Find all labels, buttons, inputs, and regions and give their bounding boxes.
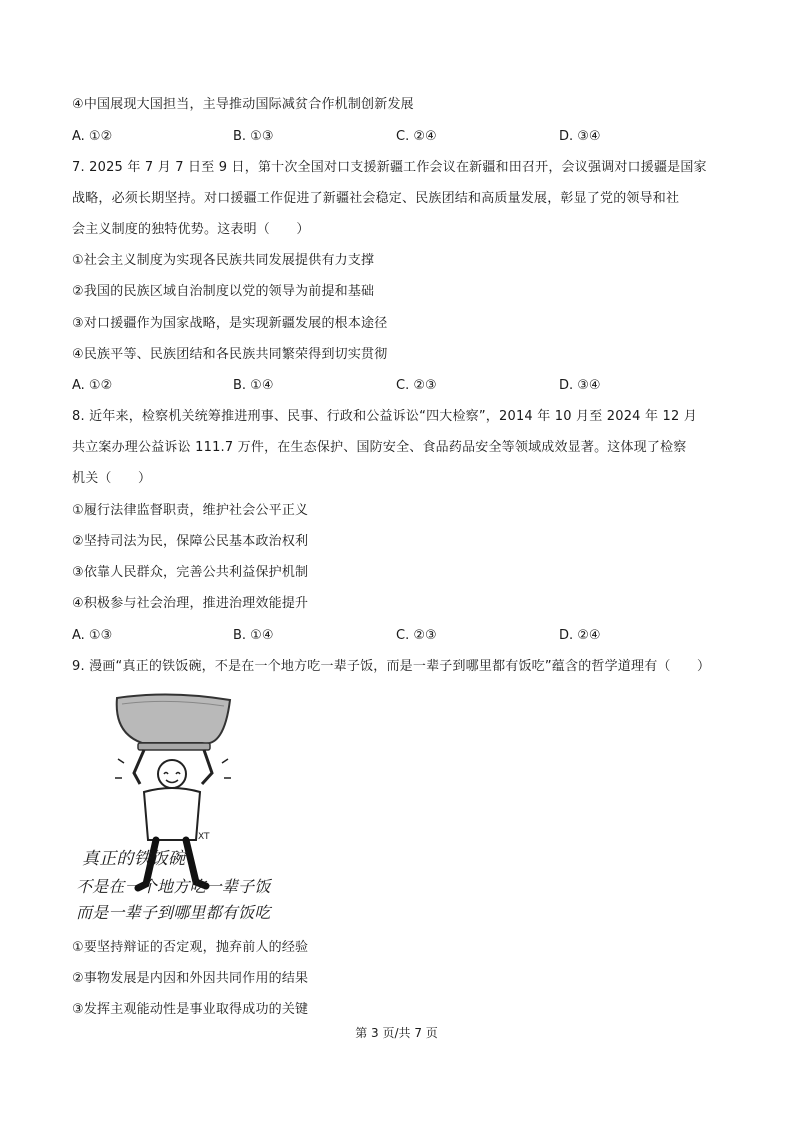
q6-choices [72, 128, 732, 146]
q8-option-1: ①履行法律监督职责，维护社会公平正义 [72, 503, 309, 518]
q7-option-4: ④民族平等、民族团结和各民族共同繁荣得到切实贯彻 [72, 347, 388, 362]
q7-stem-line: 7. 2025 年 7 月 7 日至 9 日，第十次全国对口支援新疆工作会议在新疆和田召开，会议强调对口援疆是国家 [72, 160, 707, 175]
q7-option-2: ②我国的民族区域自治制度以党的领导为前提和基础 [72, 284, 375, 299]
q8-option-4: ④积极参与社会治理，推进治理效能提升 [72, 596, 309, 611]
choice-a: A. ①② [72, 129, 113, 144]
choice-c: C. ②③ [396, 628, 437, 643]
q9-option-2: ②事物发展是内因和外因共同作用的结果 [72, 971, 309, 986]
q7-stem-line: 会主义制度的独特优势。这表明（ ） [72, 222, 310, 237]
page-footer: 第 3 页/共 7 页 [355, 1026, 438, 1040]
q7-choices [72, 377, 732, 395]
choice-a: A. ①② [72, 378, 113, 393]
q7-stem-line: 战略，必须长期坚持。对口援疆工作促进了新疆社会稳定、民族团结和高质量发展，彰显了党的领导和社 [72, 191, 680, 206]
face-icon [158, 760, 186, 788]
q8-choices [72, 627, 732, 645]
choice-b: B. ①④ [233, 378, 274, 393]
q9-option-3: ③发挥主观能动性是事业取得成功的关键 [72, 1002, 309, 1017]
cartoon-handwriting-line: 不是在一个地方吃一辈子饭 [76, 877, 271, 896]
q8-stem-line: 机关（ ） [72, 471, 152, 486]
choice-d: D. ③④ [559, 378, 601, 393]
q6-option-4: ④中国展现大国担当，主导推动国际减贫合作机制创新发展 [72, 97, 414, 112]
q8-stem-line: 共立案办理公益诉讼 111.7 万件，在生态保护、国防安全、食品药品安全等领域成效显著。这体现了检察 [72, 440, 687, 455]
q9-stem: 9. 漫画“真正的铁饭碗，不是在一个地方吃一辈子饭，而是一辈子到哪里都有饭吃”蕴含的哲学道理有（ ） [72, 659, 711, 674]
q8-option-3: ③依靠人民群众，完善公共利益保护机制 [72, 565, 309, 580]
q8-stem-line: 8. 近年来，检察机关统筹推进刑事、民事、行政和公益诉讼“四大检察”，2014 年 10 月至 2024 年 12 月 [72, 409, 697, 424]
artist-signature: XT [198, 832, 210, 842]
q8-option-2: ②坚持司法为民，保障公民基本政治权利 [72, 534, 309, 549]
q7-option-3: ③对口援疆作为国家战略，是实现新疆发展的根本途径 [72, 316, 388, 331]
choice-a: A. ①③ [72, 628, 113, 643]
choice-d: D. ②④ [559, 628, 601, 643]
choice-c: C. ②④ [396, 129, 437, 144]
q7-option-1: ①社会主义制度为实现各民族共同发展提供有力支撑 [72, 253, 375, 268]
choice-c: C. ②③ [396, 378, 437, 393]
choice-b: B. ①④ [233, 628, 274, 643]
choice-d: D. ③④ [559, 129, 601, 144]
q9-option-1: ①要坚持辩证的否定观，抛弃前人的经验 [72, 940, 309, 955]
choice-b: B. ①③ [233, 129, 274, 144]
cartoon-handwriting-line: 真正的铁饭碗 [82, 849, 186, 869]
cartoon-handwriting-line: 而是一辈子到哪里都有饭吃 [76, 903, 271, 922]
